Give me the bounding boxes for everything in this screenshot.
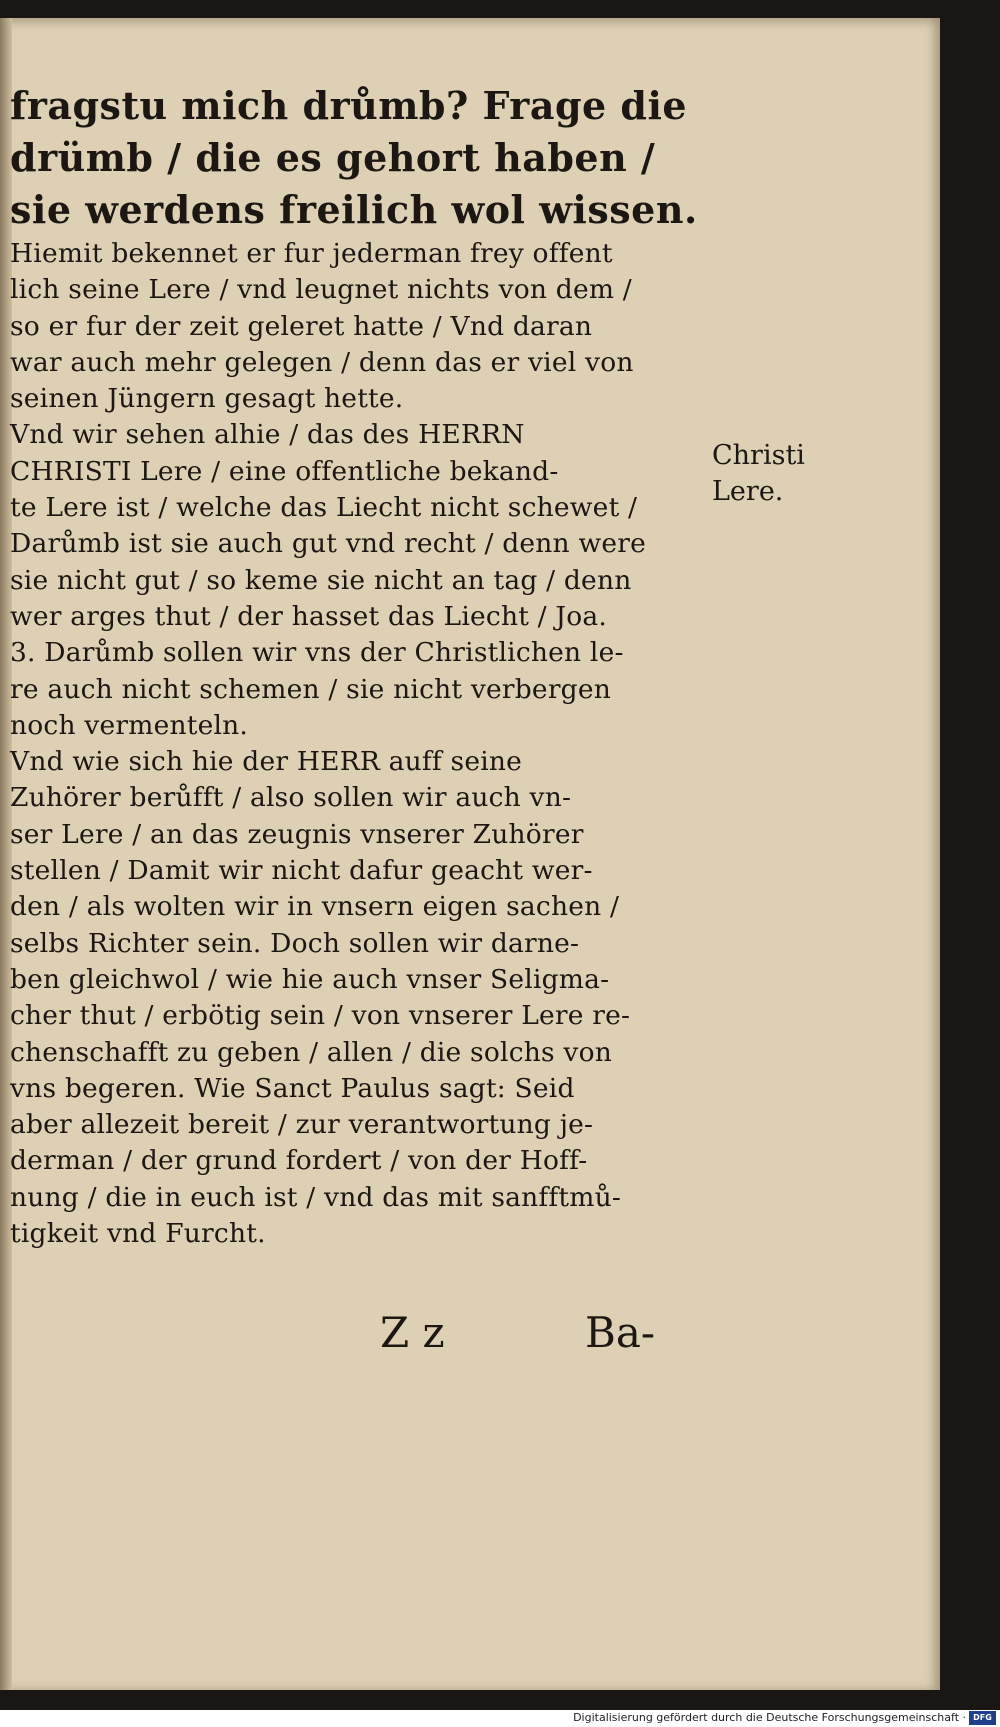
body-line: ben gleichwol / wie hie auch vnser Seligma- [10, 963, 610, 995]
body-line: war auch mehr gelegen / denn das er viel von [10, 346, 634, 378]
main-text-block [10, 80, 698, 1252]
signature-mark: Z z [380, 1308, 445, 1357]
body-line: seinen Jüngern gesagt hette. [10, 383, 404, 415]
body-line: so er fur der zeit geleret hatte / Vnd daran [10, 310, 593, 342]
margin-note-line: Lere. [712, 476, 784, 507]
dfg-logo: DFG [969, 1711, 996, 1725]
body-line: sie nicht gut / so keme sie nicht an tag / denn [10, 564, 632, 596]
body-line: cher thut / erbötig sein / von vnserer Lere re- [10, 1000, 631, 1032]
body-line: Darůmb ist sie auch gut vnd recht / denn were [10, 528, 646, 560]
heading-line: drümb / die es gehort haben / [10, 135, 656, 180]
body-line: 3. Darůmb sollen wir vns der Christlichen le- [10, 637, 624, 669]
funding-credit: Digitalisierung gefördert durch die Deutsche Forschungsgemeinschaft · [573, 1711, 966, 1724]
heading-line: fragstu mich drůmb? Frage die [10, 83, 688, 128]
body-line: Vnd wie sich hie der HERR auff seine [10, 746, 523, 778]
body-line: Zuhörer berůfft / also sollen wir auch vn- [10, 782, 572, 814]
body-line: noch vermenteln. [10, 709, 249, 741]
body-line: Vnd wir sehen alhie / das des HERRN [10, 419, 525, 451]
body-line: nung / die in euch ist / vnd das mit sanfftmů- [10, 1181, 622, 1213]
body-line: tigkeit vnd Furcht. [10, 1218, 266, 1250]
body-line: den / als wolten wir in vnsern eigen sachen / [10, 891, 620, 923]
body-line: derman / der grund fordert / von der Hoff- [10, 1145, 588, 1177]
book-page [0, 18, 940, 1690]
body-line: wer arges thut / der hasset das Liecht / Joa. [10, 600, 608, 632]
body-line: vns begeren. Wie Sanct Paulus sagt: Seid [10, 1072, 575, 1104]
body-line: CHRISTI Lere / eine offentliche bekand- [10, 455, 559, 487]
catchword: Ba- [585, 1308, 656, 1357]
heading-line: sie werdens freilich wol wissen. [10, 187, 698, 232]
body-line: re auch nicht schemen / sie nicht verbergen [10, 673, 611, 705]
body-line: stellen / Damit wir nicht dafur geacht wer- [10, 855, 593, 887]
body-line: selbs Richter sein. Doch sollen wir darne- [10, 927, 580, 959]
body-line: ser Lere / an das zeugnis vnserer Zuhörer [10, 818, 584, 850]
body-line: chenschafft zu geben / allen / die solchs von [10, 1036, 613, 1068]
body-line: lich seine Lere / vnd leugnet nichts von dem / [10, 274, 632, 306]
body-line: Hiemit bekennet er fur jederman frey offent [10, 238, 613, 269]
margin-note [712, 438, 805, 510]
body-line: te Lere ist / welche das Liecht nicht schewet / [10, 492, 638, 524]
body-line: aber allezeit bereit / zur verantwortung je- [10, 1109, 594, 1141]
margin-note-line: Christi [712, 440, 805, 471]
